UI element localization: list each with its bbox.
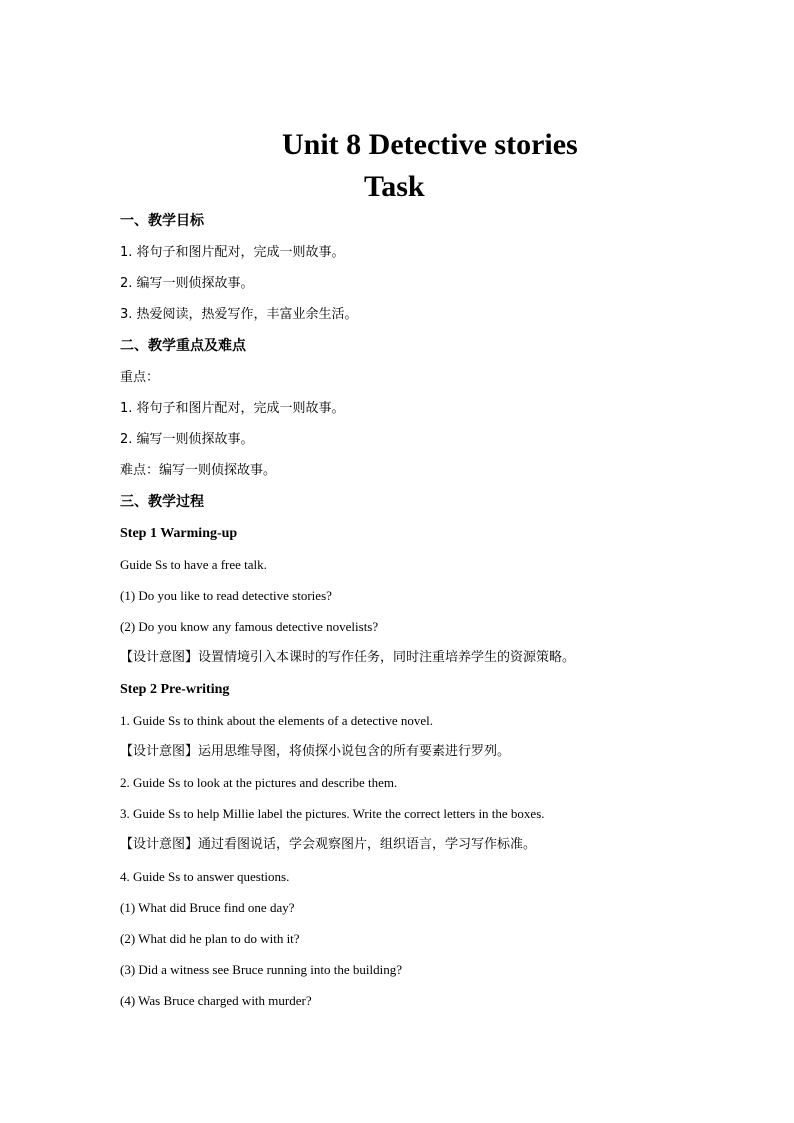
objective-item-3: 3. 热爱阅读，热爱写作，丰富业余生活。	[120, 307, 358, 322]
focus-item-2: 2. 编写一则侦探故事。	[120, 432, 254, 447]
step1-line-2: (1) Do you like to read detective stories?	[120, 588, 332, 603]
step2-question-3: (3) Did a witness see Bruce running into the building?	[120, 962, 402, 977]
step1-design-note: 【设计意图】设置情境引入本课时的写作任务，同时注重培养学生的资源策略。	[120, 650, 576, 665]
step2-question-4: (4) Was Bruce charged with murder?	[120, 993, 312, 1008]
difficulty-line: 难点：编写一则侦探故事。	[120, 463, 277, 478]
page-subtitle: Task	[364, 170, 425, 203]
step2-line-3: 3. Guide Ss to help Millie label the pictures. Write the correct letters in the boxes.	[120, 806, 545, 821]
step2-question-2: (2) What did he plan to do with it?	[120, 931, 300, 946]
section-heading-key-points: 二、教学重点及难点	[120, 338, 246, 354]
step1-line-1: Guide Ss to have a free talk.	[120, 557, 267, 572]
objective-item-1: 1. 将句子和图片配对，完成一则故事。	[120, 245, 345, 260]
step2-design-note-2: 【设计意图】通过看图说话，学会观察图片，组织语言，学习写作标准。	[120, 837, 537, 852]
step2-line-2: 2. Guide Ss to look at the pictures and describe them.	[120, 775, 398, 790]
step2-design-note-1: 【设计意图】运用思维导图，将侦探小说包含的所有要素进行罗列。	[120, 744, 511, 759]
step2-title: Step 2 Pre-writing	[120, 682, 230, 697]
step2-line-1: 1. Guide Ss to think about the elements of a detective novel.	[120, 713, 434, 728]
step1-line-3: (2) Do you know any famous detective novelists?	[120, 619, 379, 634]
focus-item-1: 1. 将句子和图片配对，完成一则故事。	[120, 401, 345, 416]
step2-line-4: 4. Guide Ss to answer questions.	[120, 869, 290, 884]
step1-title: Step 1 Warming-up	[120, 526, 238, 541]
objective-item-2: 2. 编写一则侦探故事。	[120, 276, 254, 291]
section-heading-process: 三、教学过程	[120, 494, 204, 510]
page-title: Unit 8 Detective stories	[282, 128, 578, 161]
focus-label: 重点：	[120, 370, 160, 385]
step2-question-1: (1) What did Bruce find one day?	[120, 900, 295, 915]
section-heading-objectives: 一、教学目标	[120, 213, 204, 229]
